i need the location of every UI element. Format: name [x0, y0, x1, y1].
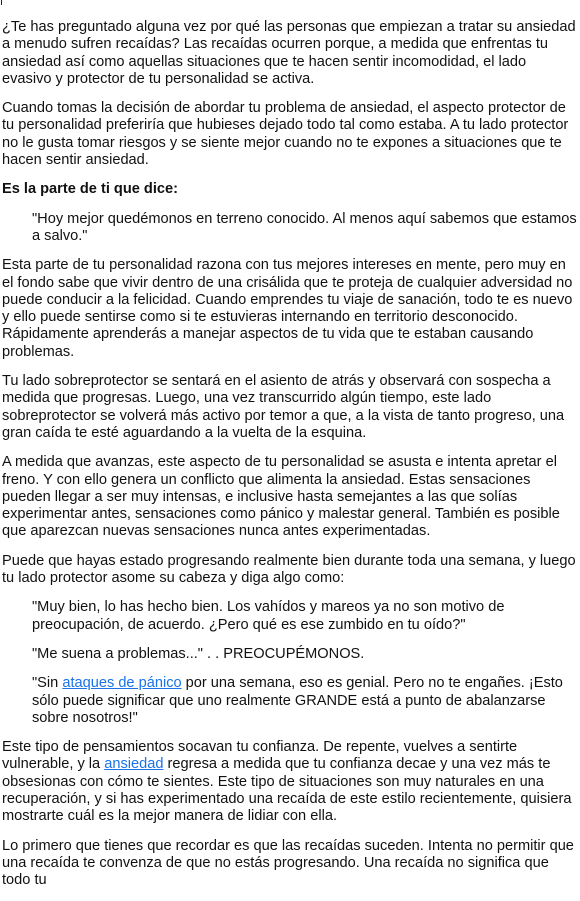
- paragraph-7-text-start: Este tipo de pensamientos socavan tu confianza. De repente, vuelves a sentirte vulnerable, y la: [2, 739, 518, 773]
- quote-1: "Hoy mejor quedémonos en terreno conocido. Al menos aquí sabemos que estamos a salvo.": [32, 210, 577, 244]
- paragraph-6: Puede que hayas estado progresando realmente bien durante toda una semana, y luego tu lado protector asome su cabeza y diga algo como:: [2, 552, 576, 587]
- paragraph-4: Tu lado sobreprotector se sentará en el asiento de atrás y observará con sospecha a medida que progresas. Luego, una vez transcurrido algún tiempo, este lado sobreprotector se volverá más activo por temor a que, a la vista de tanto progreso, una gran caída te esté aguardando a la vuelta de la esquina.: [2, 373, 565, 441]
- quote-4: [32, 675, 578, 727]
- panic-attacks-link[interactable]: ataques de pánico: [62, 675, 182, 692]
- quote-4-text-end: por una semana, eso es genial. Pero no te engañes. ¡Esto sólo puede significar que uno realmente GRANDE está a punto de abalanzarse sobre nosotros!": [32, 675, 563, 726]
- paragraph-5: A medida que avanzas, este aspecto de tu personalidad se asusta e intenta apretar el freno. Y con ello genera un conflicto que alimenta la ansiedad. Estas sensaciones pueden llegar a ser muy intensas, e inclusive hasta semejantes a las que solías experimentar antes, sensaciones como pánico y malestar general. También es posible que aparezcan nuevas sensaciones nunca antes experimentadas.: [2, 454, 560, 540]
- paragraph-7: [2, 739, 578, 825]
- article-body: [2, 19, 578, 901]
- top-edge-mark: [1, 0, 2, 5]
- paragraph-3: Esta parte de tu personalidad razona con tus mejores intereses en mente, pero muy en el fondo sabe que vivir dentro de una crisálida que te proteja de cualquier adversidad no puede conducir a la felicidad. Cuando emprendes tu viaje de sanación, todo te es nuevo y ello puede sentirse como si te estuvieras internando en territorio desconocido. Rápidamente aprenderás a manejar aspectos de tu vida que te estaban causando problemas.: [2, 257, 573, 360]
- subheading: Es la parte de ti que dice:: [2, 181, 178, 198]
- paragraph-7-text-end: regresa a medida que tu confianza decae y una vez más te obsesionas con cómo te sientes. Este tipo de situaciones son muy naturales en una recuperación, y si has experimentado una recaída de este estilo recientemente, quisiera mostrarte cuál es la mejor manera de lidiar con ella.: [2, 756, 572, 825]
- quote-4-text-start: "Sin: [32, 675, 63, 692]
- quote-3: "Me suena a problemas..." . . PREOCUPÉMONOS.: [32, 645, 365, 662]
- paragraph-2: Cuando tomas la decisión de abordar tu problema de ansiedad, el aspecto protector de tu personalidad preferiría que hubieses dejado todo tal como estaba. A tu lado protector no le gusta tomar riesgos y se siente mejor cuando no te expones a situaciones que te hacen sentir ansiedad.: [2, 100, 569, 169]
- paragraph-8: Lo primero que tienes que recordar es que las recaídas suceden. Intenta no permitir que una recaída te convenza de que no estás progresando. Una recaída no significa que todo tu: [2, 837, 574, 889]
- paragraph-1: ¿Te has preguntado alguna vez por qué las personas que empiezan a tratar su ansiedad a menudo sufren recaídas? Las recaídas ocurren porque, a medida que enfrentas tu ansiedad así como aquellas situaciones que te hacen sentir incomodidad, el lado evasivo y protector de tu personalidad se activa.: [2, 19, 576, 87]
- quote-2: "Muy bien, lo has hecho bien. Los vahídos y mareos ya no son motivo de preocupación, de acuerdo. ¿Pero qué es ese zumbido en tu oído?": [32, 599, 505, 633]
- anxiety-link[interactable]: ansiedad: [104, 756, 164, 773]
